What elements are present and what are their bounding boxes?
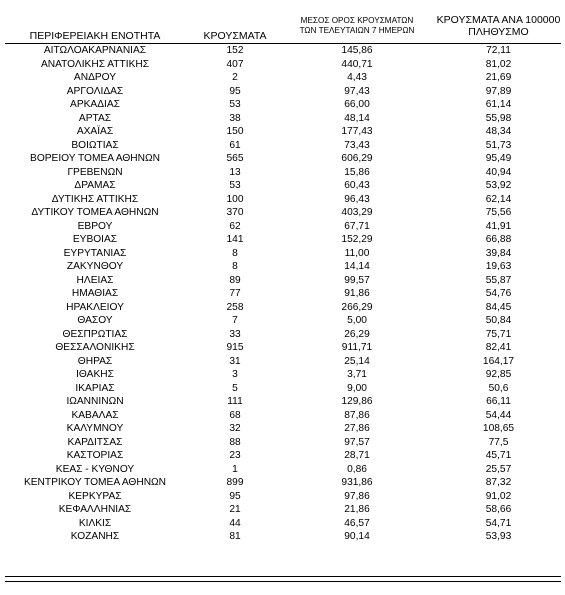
table-row	[0, 179, 565, 193]
per-100000-cell: 108,65	[482, 423, 515, 434]
per-100000-cell: 91,02	[485, 490, 512, 502]
table-row	[0, 436, 565, 450]
seven-day-average-cell: 911,71	[341, 342, 373, 353]
region-cell: ΘΗΡΑΣ	[77, 355, 113, 367]
table-row	[0, 58, 565, 72]
cases-cell: 23	[229, 450, 241, 461]
cases-cell: 32	[229, 423, 241, 434]
table-row	[0, 328, 565, 342]
seven-day-average-cell: 21,86	[344, 504, 370, 515]
seven-day-average-cell: 266,29	[341, 301, 373, 313]
cases-cell: 38	[229, 112, 241, 124]
cases-cell: 13	[229, 166, 241, 178]
table-row	[0, 112, 565, 126]
cases-cell: 62	[229, 220, 241, 232]
region-cell: ΑΡΓΟΛΙΔΑΣ	[66, 85, 124, 97]
per-100000-cell: 72,11	[486, 45, 511, 56]
table-row	[0, 382, 565, 396]
cases-cell: 53	[229, 99, 241, 110]
cases-cell: 95	[229, 85, 241, 97]
seven-day-average-cell: 46,57	[344, 517, 370, 529]
table-row	[0, 193, 565, 207]
per-100000-cell: 95,49	[485, 153, 512, 164]
seven-day-average-cell: 9,00	[347, 382, 367, 394]
cases-cell: 100	[226, 193, 244, 205]
region-cell: ΔΥΤΙΚΟΥ ΤΟΜΕΑ ΑΘΗΝΩΝ	[31, 207, 159, 218]
cases-cell: 915	[226, 342, 244, 353]
seven-day-average-cell: 5,00	[347, 315, 367, 326]
region-cell: ΓΡΕΒΕΝΩΝ	[67, 166, 123, 178]
header-cases: ΚΡΟΥΣΜΑΤΑ	[203, 30, 267, 42]
table-row	[0, 463, 565, 477]
per-100000-cell: 25,57	[485, 463, 512, 475]
region-cell: ΔΥΤΙΚΗΣ ΑΤΤΙΚΗΣ	[51, 193, 139, 205]
seven-day-average-cell: 26,29	[344, 328, 370, 340]
table-row	[0, 139, 565, 153]
region-cell: ΑΧΑΪΑΣ	[76, 126, 114, 137]
cases-cell: 89	[229, 274, 241, 286]
table-row	[0, 314, 565, 328]
table-row	[0, 125, 565, 139]
region-cell: ΑΝΔΡΟΥ	[73, 72, 117, 83]
per-100000-cell: 97,89	[485, 85, 512, 97]
seven-day-average-cell: 66,00	[344, 99, 370, 110]
cases-cell: 899	[226, 477, 244, 488]
cases-cell: 61	[229, 139, 241, 151]
header-avg-line2: ΤΩΝ ΤΕΛΕΥΤΑΙΩΝ 7 ΗΜΕΡΩΝ	[299, 26, 415, 35]
table-row	[0, 44, 565, 58]
seven-day-average-cell: 87,86	[344, 409, 370, 421]
cases-cell: 88	[229, 436, 241, 448]
region-cell: ΚΑΡΔΙΤΣΑΣ	[67, 436, 123, 448]
per-100000-cell: 45,71	[485, 450, 512, 461]
per-100000-cell: 54,71	[485, 517, 512, 529]
cases-cell: 407	[226, 58, 244, 70]
per-100000-cell: 164,17	[482, 355, 515, 367]
per-100000-cell: 41,91	[485, 220, 512, 232]
region-cell: ΗΡΑΚΛΕΙΟΥ	[66, 301, 124, 313]
table-row	[0, 247, 565, 261]
table-row	[0, 517, 565, 531]
header-region: ΠΕΡΙΦΕΡΕΙΑΚΗ ΕΝΟΤΗΤΑ	[29, 30, 161, 42]
region-cell: ΚΟΖΑΝΗΣ	[70, 531, 120, 542]
per-100000-cell: 53,93	[485, 531, 512, 542]
table-row	[0, 503, 565, 517]
cases-cell: 565	[226, 153, 244, 164]
cases-cell: 150	[226, 126, 244, 137]
per-100000-cell: 75,56	[485, 207, 512, 218]
region-cell: ΗΛΕΙΑΣ	[76, 274, 114, 286]
cases-cell: 2	[232, 72, 238, 83]
seven-day-average-cell: 440,71	[341, 58, 373, 70]
seven-day-average-cell: 3,71	[347, 369, 367, 380]
cases-cell: 370	[226, 207, 244, 218]
region-cell: ΕΥΡΥΤΑΝΙΑΣ	[63, 247, 127, 259]
region-cell: ΒΟΡΕΙΟΥ ΤΟΜΕΑ ΑΘΗΝΩΝ	[30, 153, 160, 164]
region-cell: ΙΚΑΡΙΑΣ	[75, 382, 115, 394]
region-cell: ΖΑΚΥΝΘΟΥ	[66, 261, 124, 272]
cases-cell: 31	[229, 355, 241, 367]
table-row	[0, 395, 565, 409]
cases-cell: 8	[232, 261, 238, 272]
region-cell: ΚΕΝΤΡΙΚΟΥ ΤΟΜΕΑ ΑΘΗΝΩΝ	[23, 477, 167, 488]
table-row	[0, 530, 565, 544]
per-100000-cell: 50,84	[485, 315, 512, 326]
cases-cell: 53	[229, 180, 241, 191]
table-row	[0, 341, 565, 355]
per-100000-cell: 84,45	[485, 301, 512, 313]
cases-cell: 68	[229, 409, 241, 421]
per-100000-cell: 21,69	[485, 72, 512, 83]
table-row	[0, 449, 565, 463]
region-cell: ΗΜΑΘΙΑΣ	[71, 288, 119, 299]
bottom-rule	[5, 576, 561, 577]
seven-day-average-cell: 67,71	[344, 220, 370, 232]
seven-day-average-cell: 28,71	[344, 450, 370, 461]
per-100000-cell: 62,14	[485, 193, 512, 205]
table-row	[0, 409, 565, 423]
per-100000-cell: 39,84	[485, 247, 512, 259]
table-row	[0, 85, 565, 99]
table-row	[0, 301, 565, 315]
region-cell: ΚΑΣΤΟΡΙΑΣ	[66, 450, 124, 461]
seven-day-average-cell: 177,43	[341, 126, 373, 137]
seven-day-average-cell: 25,14	[344, 355, 370, 367]
header-seven-day-average	[282, 16, 432, 36]
table-row	[0, 422, 565, 436]
cases-cell: 3	[232, 369, 238, 380]
table-row	[0, 490, 565, 504]
seven-day-average-cell: 48,14	[344, 112, 370, 124]
seven-day-average-cell: 96,43	[344, 193, 370, 205]
table-row	[0, 152, 565, 166]
region-cell: ΚΙΛΚΙΣ	[78, 517, 112, 529]
cases-cell: 44	[229, 517, 241, 529]
seven-day-average-cell: 14,14	[344, 261, 370, 272]
per-100000-cell: 87,32	[485, 477, 512, 488]
cases-cell: 21	[229, 504, 241, 515]
per-100000-cell: 82,41	[485, 342, 512, 353]
region-cell: ΕΒΡΟΥ	[77, 220, 113, 232]
per-100000-cell: 53,92	[485, 180, 512, 191]
region-cell: ΚΕΦΑΛΛΗΝΙΑΣ	[58, 504, 132, 515]
cases-cell: 1	[232, 463, 238, 475]
region-cell: ΒΟΙΩΤΙΑΣ	[71, 139, 119, 151]
region-cell: ΔΡΑΜΑΣ	[74, 180, 116, 191]
per-100000-cell: 75,71	[485, 328, 512, 340]
cases-cell: 8	[232, 247, 238, 259]
region-cell: ΕΥΒΟΙΑΣ	[72, 234, 118, 245]
per-100000-cell: 51,73	[485, 139, 512, 151]
seven-day-average-cell: 90,14	[344, 531, 370, 542]
region-cell: ΘΕΣΣΑΛΟΝΙΚΗΣ	[55, 342, 135, 353]
table-row	[0, 98, 565, 112]
cases-cell: 7	[232, 315, 238, 326]
table-row	[0, 71, 565, 85]
seven-day-average-cell: 60,43	[344, 180, 370, 191]
per-100000-cell: 55,98	[485, 112, 512, 124]
per-100000-cell: 58,66	[485, 504, 512, 515]
seven-day-average-cell: 403,29	[341, 207, 373, 218]
per-100000-cell: 48,34	[485, 126, 512, 137]
cases-cell: 152	[226, 45, 244, 56]
seven-day-average-cell: 97,43	[344, 85, 370, 97]
table-row	[0, 287, 565, 301]
cases-cell: 141	[226, 234, 244, 245]
cases-cell: 33	[229, 328, 241, 340]
region-cell: ΚΑΒΑΛΑΣ	[71, 409, 119, 421]
table-body	[0, 44, 565, 544]
seven-day-average-cell: 91,86	[344, 288, 370, 299]
cases-cell: 111	[227, 396, 243, 407]
table-row	[0, 206, 565, 220]
table-row	[0, 166, 565, 180]
seven-day-average-cell: 0,86	[347, 463, 367, 475]
region-cell: ΘΑΣΟΥ	[77, 315, 113, 326]
region-cell: ΑΡΚΑΔΙΑΣ	[70, 99, 120, 110]
header-per-line2: ΠΛΗΘΥΣΜΟ	[468, 26, 529, 38]
per-100000-cell: 55,87	[485, 274, 512, 286]
seven-day-average-cell: 99,57	[344, 274, 370, 286]
seven-day-average-cell: 27,86	[344, 423, 370, 434]
region-cell: ΚΕΡΚΥΡΑΣ	[68, 490, 122, 502]
seven-day-average-cell: 4,43	[347, 72, 367, 83]
table-row	[0, 368, 565, 382]
table-row	[0, 233, 565, 247]
cases-cell: 258	[226, 301, 244, 313]
table-row	[0, 220, 565, 234]
region-cell: ΘΕΣΠΡΩΤΙΑΣ	[62, 328, 128, 340]
region-cell: ΚΕΑΣ - ΚΥΘΝΟΥ	[55, 463, 135, 475]
per-100000-cell: 54,76	[485, 288, 512, 299]
seven-day-average-cell: 129,86	[341, 396, 373, 407]
cases-cell: 95	[229, 490, 241, 502]
table-row	[0, 274, 565, 288]
per-100000-cell: 77,5	[488, 436, 509, 448]
seven-day-average-cell: 152,29	[341, 234, 373, 245]
region-cell: ΙΩΑΝΝΙΝΩΝ	[66, 396, 124, 407]
per-100000-cell: 50,6	[488, 382, 509, 394]
seven-day-average-cell: 931,86	[341, 477, 373, 488]
region-cell: ΑΝΑΤΟΛΙΚΗΣ ΑΤΤΙΚΗΣ	[40, 58, 150, 70]
seven-day-average-cell: 145,86	[341, 45, 373, 56]
table-row	[0, 260, 565, 274]
seven-day-average-cell: 97,57	[344, 436, 370, 448]
seven-day-average-cell: 73,43	[344, 139, 370, 151]
seven-day-average-cell: 11,00	[344, 247, 370, 259]
per-100000-cell: 61,14	[485, 99, 512, 110]
region-cell: ΑΡΤΑΣ	[78, 112, 112, 124]
per-100000-cell: 66,11	[486, 396, 511, 407]
region-cell: ΙΘΑΚΗΣ	[76, 369, 114, 380]
seven-day-average-cell: 606,29	[341, 153, 373, 164]
region-cell: ΑΙΤΩΛΟΑΚΑΡΝΑΝΙΑΣ	[43, 45, 147, 56]
per-100000-cell: 40,94	[485, 166, 512, 178]
header-per-line1: ΚΡΟΥΣΜΑΤΑ ΑΝΑ 100000	[436, 14, 561, 26]
table-row	[0, 476, 565, 490]
header-cases-per-100000	[432, 14, 565, 38]
header-avg-line1: ΜΕΣΟΣ ΟΡΟΣ ΚΡΟΥΣΜΑΤΩΝ	[300, 16, 414, 25]
per-100000-cell: 54,44	[485, 409, 512, 421]
per-100000-cell: 92,85	[485, 369, 512, 380]
cases-cell: 81	[229, 531, 241, 542]
table-row	[0, 355, 565, 369]
region-cell: ΚΑΛΥΜΝΟΥ	[66, 423, 124, 434]
seven-day-average-cell: 15,86	[344, 166, 370, 178]
seven-day-average-cell: 97,86	[344, 490, 370, 502]
cases-cell: 5	[232, 382, 238, 394]
per-100000-cell: 66,88	[485, 234, 512, 245]
cases-cell: 77	[229, 288, 241, 299]
per-100000-cell: 19,63	[485, 261, 512, 272]
per-100000-cell: 81,02	[485, 58, 512, 70]
bottom-rule-double	[5, 581, 561, 582]
